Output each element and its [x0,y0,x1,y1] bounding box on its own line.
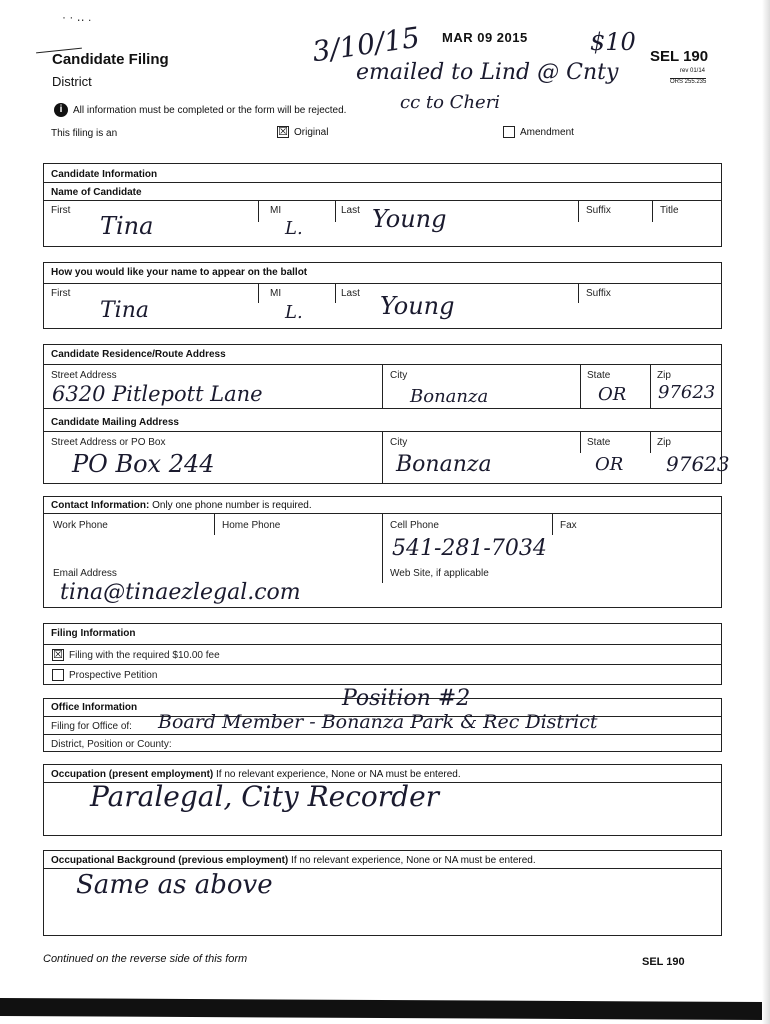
candidate-info-label: Candidate Information [51,169,158,180]
mi-label: MI [270,205,282,216]
fee-checkbox[interactable]: ☒ [53,649,63,661]
mailing-state-label: State [587,437,611,448]
residence-zip[interactable]: 97623 [658,382,716,403]
contact-note: Only one phone number is required. [152,500,312,511]
filing-is-an-label: This filing is an [51,128,118,139]
divider [578,283,579,303]
divider [43,283,722,284]
residence-city-label: City [390,370,408,381]
form-ors: ORS 255.235 [670,79,707,85]
divider [552,513,553,535]
scan-right-edge [762,0,770,1024]
cell-phone[interactable]: 541-281-7034 [392,536,547,561]
residence-zip-label: Zip [657,370,671,381]
handwritten-emailed-note: emailed to Lind @ Cnty [356,60,619,85]
background-value[interactable]: Same as above [76,870,273,900]
form-subtitle: District [52,74,92,89]
divider [382,431,383,484]
background-label: Occupational Background (previous employment) [51,855,289,866]
handwritten-fee: $10 [590,28,636,56]
divider [43,734,722,735]
candidate-mi[interactable]: L. [285,218,303,239]
ballot-mi-label: MI [270,288,282,299]
mailing-city[interactable]: Bonanza [396,452,492,477]
filing-info-label: Filing Information [51,628,136,639]
ballot-last-name[interactable]: Young [380,292,455,320]
divider [258,283,259,303]
divider [43,408,722,409]
ballot-first-label: First [51,288,71,299]
divider [335,283,336,303]
form-code: SEL 190 [650,48,709,65]
first-label: First [51,205,71,216]
filing-for-label: Filing for Office of: [51,721,132,732]
handwritten-date: 3/10/15 [310,20,422,69]
occupation-value[interactable]: Paralegal, City Recorder [90,780,440,813]
mailing-zip-label: Zip [657,437,671,448]
amendment-checkbox[interactable] [503,126,515,138]
title-label: Title [660,205,679,216]
residence-label: Candidate Residence/Route Address [51,349,226,360]
suffix-label: Suffix [586,205,611,216]
candidate-last-name[interactable]: Young [372,205,447,233]
amendment-label: Amendment [520,127,574,138]
handwritten-cc-note: cc to Cheri [400,92,501,113]
name-of-candidate-label: Name of Candidate [51,187,142,198]
ballot-name-label: How you would like your name to appear on the ballot [51,267,308,278]
position-value[interactable]: Position #2 [342,686,471,711]
occupation-header [51,769,461,780]
form-rev: rev 01/14 [680,68,706,74]
district-label: District, Position or County: [51,739,172,750]
divider [650,364,651,408]
ballot-first-name[interactable]: Tina [100,298,149,323]
mailing-street[interactable]: PO Box 244 [72,450,215,478]
divider [43,182,722,183]
mailing-street-label: Street Address or PO Box [51,437,166,448]
divider [335,200,336,222]
rejection-notice: All information must be completed or the form will be rejected. [73,105,347,116]
ballot-last-label: Last [341,288,360,299]
divider [43,200,722,201]
scan-specks: · · ‥ . [62,10,92,24]
divider [382,364,383,408]
footer-code: SEL 190 [642,956,685,968]
cell-phone-label: Cell Phone [390,520,439,531]
form-title: Candidate Filing [52,51,169,68]
contact-title: Contact Information: [51,500,150,511]
candidate-first-name[interactable]: Tina [100,212,154,240]
email-label: Email Address [53,568,117,579]
original-checkbox[interactable]: ☒ [278,126,288,138]
fee-label: Filing with the required $10.00 fee [69,650,220,661]
occupation-note: If no relevant experience, None or NA must be entered. [216,769,461,780]
scan-bottom-edge [0,998,770,1020]
mailing-state[interactable]: OR [595,454,624,475]
mailing-zip[interactable]: 97623 [666,452,730,476]
work-phone-label: Work Phone [53,520,108,531]
divider [578,200,579,222]
divider [43,868,722,869]
residence-street[interactable]: 6320 Pitlepott Lane [52,382,263,406]
petition-checkbox[interactable] [52,669,64,681]
background-header [51,855,536,866]
divider [43,644,722,645]
contact-label [51,500,312,511]
divider [580,431,581,453]
divider [652,200,653,222]
website-label: Web Site, if applicable [390,568,489,579]
occupation-label: Occupation (present employment) [51,769,214,780]
filing-for-value[interactable]: Board Member - Bonanza Park & Rec District [158,711,598,733]
info-icon: i [54,103,68,117]
residence-city[interactable]: Bonanza [410,386,489,407]
fax-label: Fax [560,520,577,531]
residence-state[interactable]: OR [598,384,627,405]
home-phone-label: Home Phone [222,520,281,531]
divider [43,664,722,665]
ballot-mi[interactable]: L. [285,302,303,323]
ballot-suffix-label: Suffix [586,288,611,299]
petition-label: Prospective Petition [69,670,158,681]
divider [214,513,215,535]
divider [650,431,651,453]
divider [382,513,383,583]
office-info-label: Office Information [51,702,138,713]
divider [258,200,259,222]
mailing-label: Candidate Mailing Address [51,417,179,428]
residence-street-label: Street Address [51,370,117,381]
continued-note: Continued on the reverse side of this form [43,953,248,965]
divider [580,364,581,408]
background-note: If no relevant experience, None or NA must be entered. [291,855,536,866]
original-label: Original [294,127,329,138]
mailing-city-label: City [390,437,408,448]
last-label: Last [341,205,360,216]
residence-state-label: State [587,370,611,381]
received-stamp: MAR 09 2015 [442,30,528,45]
email-address[interactable]: tina@tinaezlegal.com [60,580,301,605]
